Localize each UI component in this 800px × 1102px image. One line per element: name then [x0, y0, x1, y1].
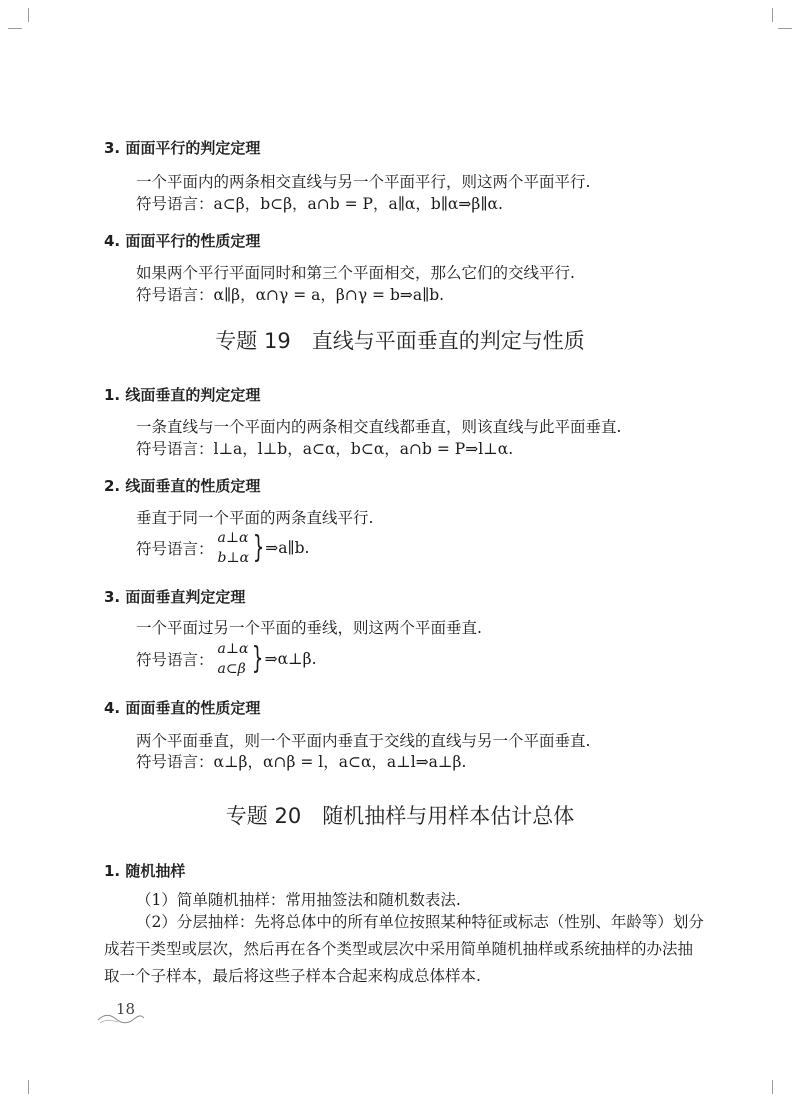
condition-lines: [214, 528, 253, 568]
section-heading: 1. 随机抽样: [104, 862, 186, 880]
symbolic-language: 符号语言：α⊥β，α∩β = l，a⊂α，a⊥l⇒a⊥β.: [136, 753, 467, 771]
condition-line: a⊂β: [217, 661, 246, 677]
condition-lines: [214, 639, 252, 679]
symbolic-system: [136, 639, 317, 679]
condition-line: a⊥α: [217, 530, 249, 546]
theorem-text: 如果两个平行平面同时和第三个平面相交，那么它们的交线平行.: [136, 264, 575, 282]
crop-mark: [778, 28, 792, 29]
theorem-text: 垂直于同一个平面的两条直线平行.: [136, 509, 374, 527]
symbolic-language: 符号语言：a⊂β，b⊂β，a∩b = P，a∥α，b∥α⇒β∥α.: [136, 195, 503, 213]
symbolic-label: 符号语言：: [136, 540, 214, 558]
theorem-text: 一个平面过另一个平面的垂线，则这两个平面垂直.: [136, 619, 482, 637]
crop-mark: [8, 28, 22, 29]
symbolic-result: ⇒α⊥β.: [264, 650, 317, 668]
section-heading: 4. 面面垂直的性质定理: [104, 699, 261, 717]
paragraph: （2）分层抽样：先将总体中的所有单位按照某种特征或标志（性别、年龄等）划分成若干类型或层次，然后再在各个类型或层次中采用简单随机抽样或系统抽样的办法抽取一个子样本，最后将这些子样本合起来构成总体样本.: [104, 913, 704, 985]
section-heading: 4. 面面平行的性质定理: [104, 232, 261, 250]
topic-title: 专题 19 直线与平面垂直的判定与性质: [215, 329, 585, 353]
theorem-text: 一个平面内的两条相交直线与另一个平面平行，则这两个平面平行.: [136, 173, 591, 191]
topic-title: 专题 20 随机抽样与用样本估计总体: [225, 804, 575, 828]
item-text: （1）简单随机抽样：常用抽签法和随机数表法.: [136, 891, 461, 909]
section-heading: 3. 面面垂直判定定理: [104, 588, 246, 606]
section-heading: 2. 线面垂直的性质定理: [104, 477, 261, 495]
crop-mark: [772, 1080, 773, 1094]
brace-icon: }: [252, 641, 264, 676]
section-heading: 3. 面面平行的判定定理: [104, 139, 261, 157]
condition-line: a⊥α: [217, 641, 249, 657]
symbolic-language: 符号语言：l⊥a，l⊥b，a⊂α，b⊂α，a∩b = P⇒l⊥α.: [136, 440, 514, 458]
symbolic-system: [136, 528, 309, 568]
condition-line: b⊥α: [217, 550, 250, 566]
page-ornament-icon: [96, 1012, 146, 1026]
page-number: 18: [116, 1000, 136, 1018]
theorem-text: 一条直线与一个平面内的两条相交直线都垂直，则该直线与此平面垂直.: [136, 418, 622, 436]
crop-mark: [28, 1080, 29, 1094]
symbolic-result: ⇒a∥b.: [265, 539, 310, 557]
crop-mark: [28, 8, 29, 22]
crop-mark: [772, 8, 773, 22]
symbolic-language: 符号语言：α∥β，α∩γ = a，β∩γ = b⇒a∥b.: [136, 286, 445, 304]
theorem-text: 两个平面垂直，则一个平面内垂直于交线的直线与另一个平面垂直.: [136, 732, 591, 750]
symbolic-label: 符号语言：: [136, 651, 214, 669]
section-heading: 1. 线面垂直的判定定理: [104, 386, 261, 404]
brace-icon: }: [252, 530, 265, 565]
